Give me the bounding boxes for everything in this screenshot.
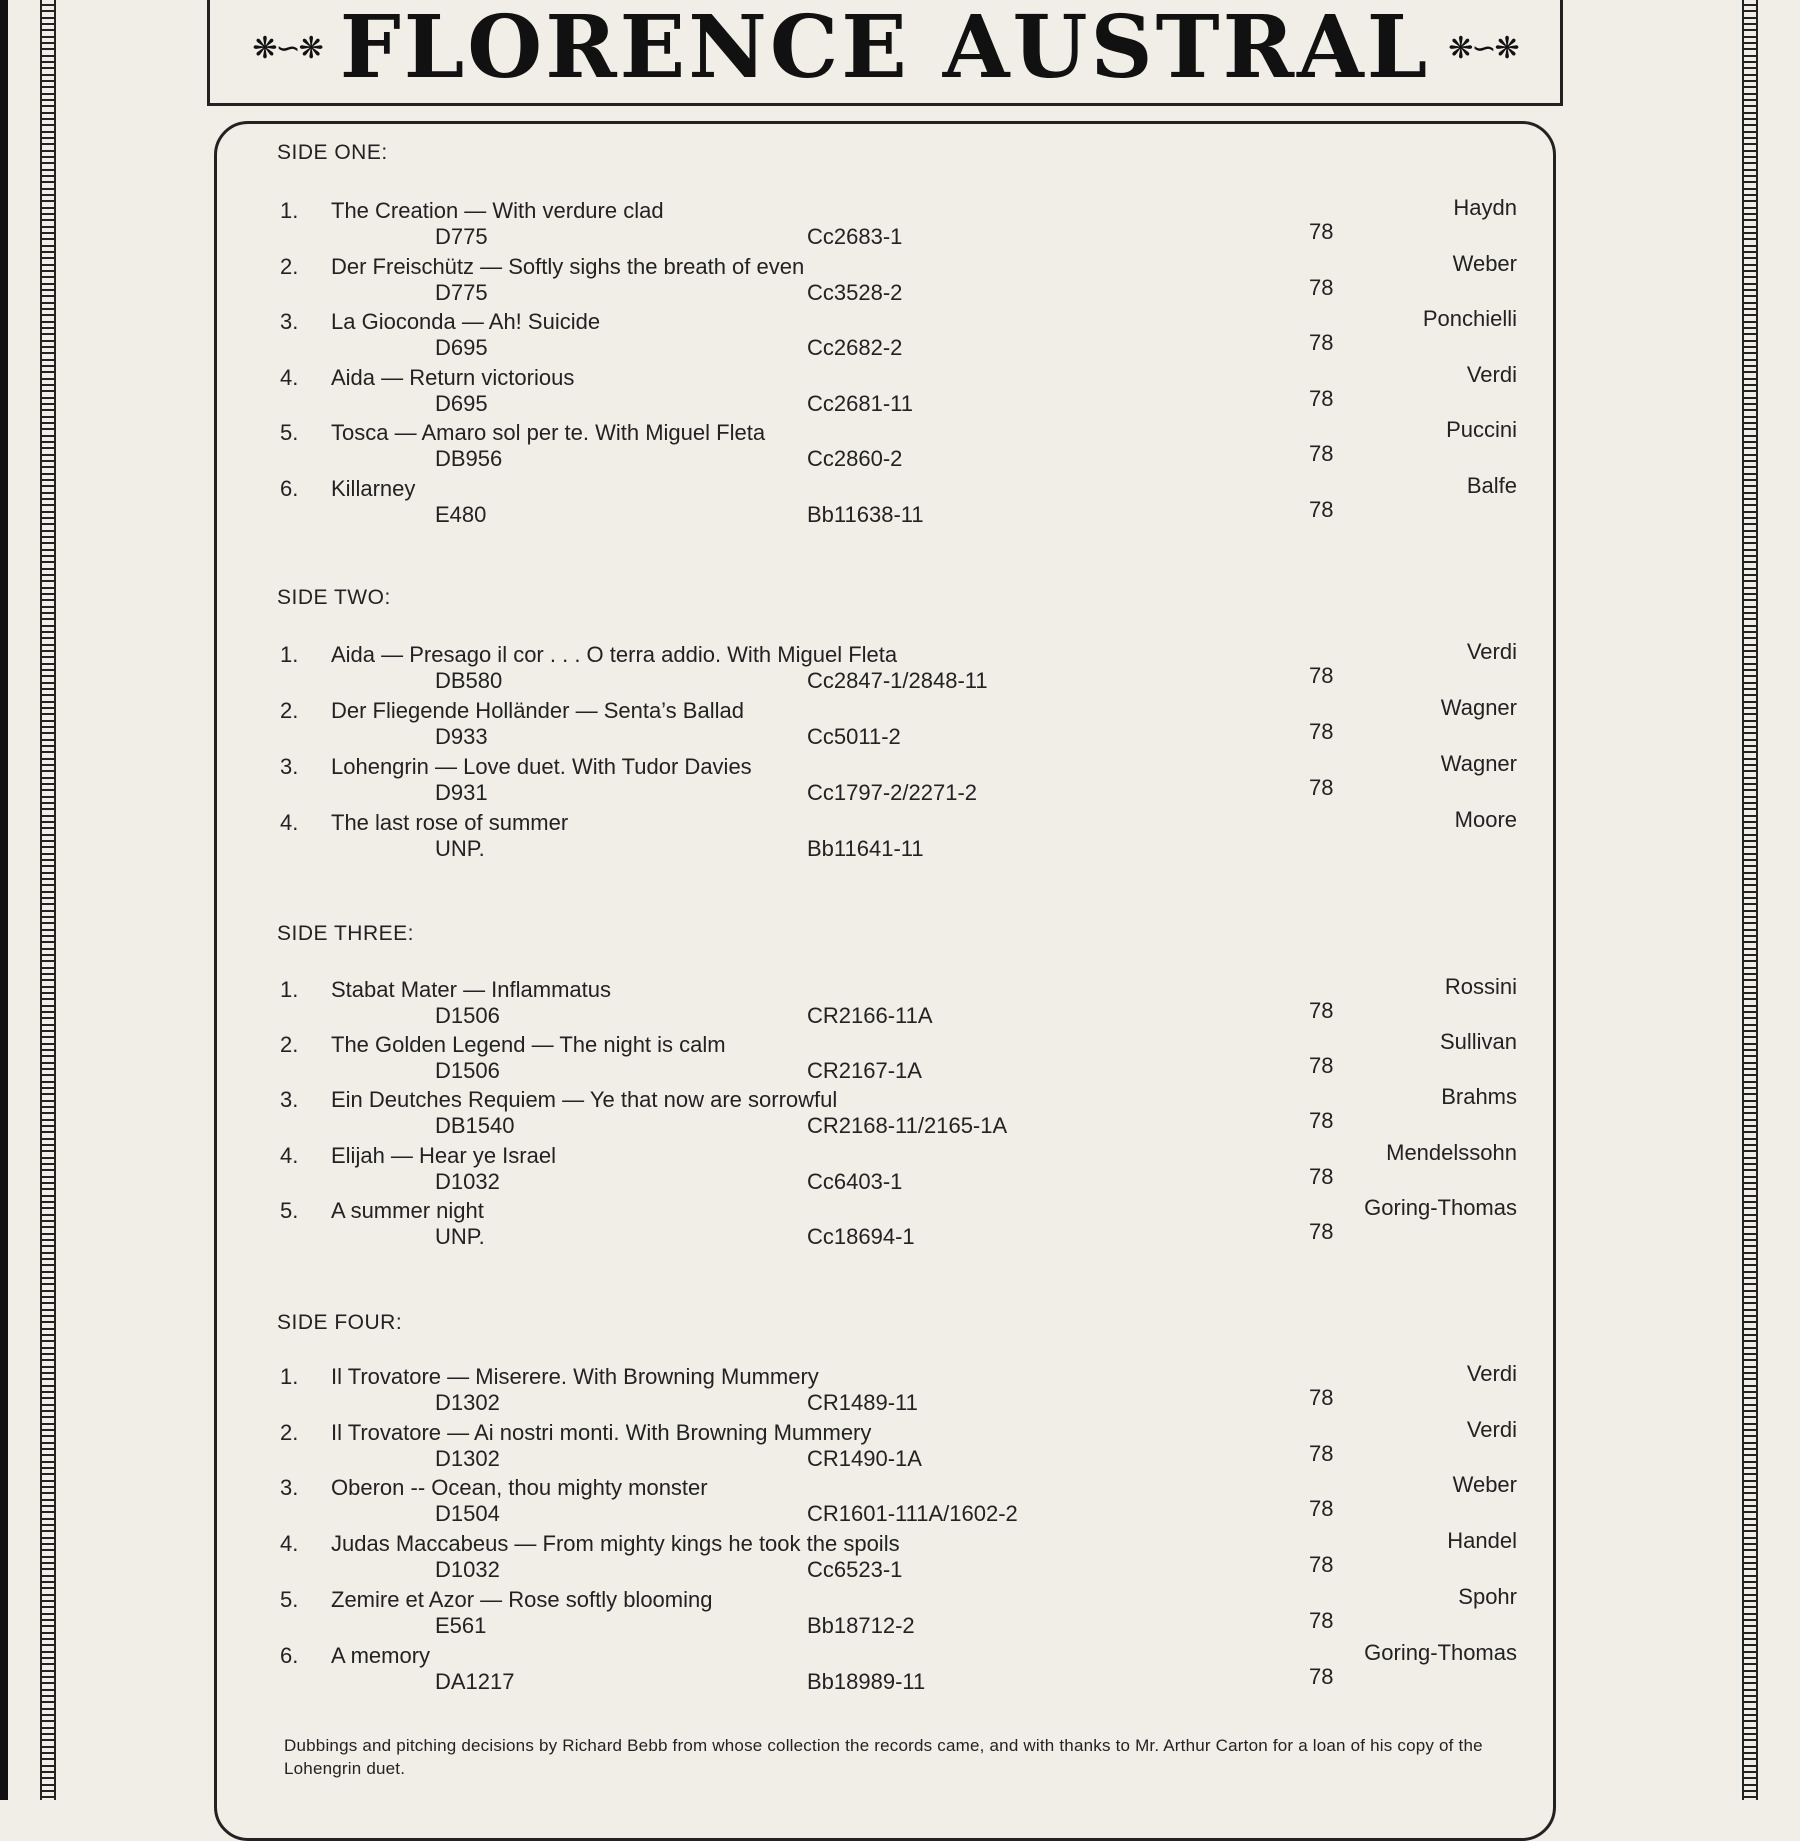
track-number: 5. [280,420,299,445]
matrix-number: Cc2682-2 [807,335,903,360]
track-title: Oberon -- Ocean, thou mighty monster [331,1475,708,1501]
matrix-number: Cc1797-2/2271-2 [807,780,978,805]
catalog-number: D931 [435,780,488,805]
speed-rpm: 78 [1309,998,1334,1023]
track-title: A memory [331,1642,431,1668]
track-title: Zemire et Azor — Rose softly blooming [331,1586,713,1612]
catalog-number: D933 [435,724,488,749]
ornament-right-icon: ❋∽❋ [1448,30,1518,66]
catalog-number: D1504 [435,1501,500,1527]
ornament-left-icon: ❋∽❋ [252,30,322,66]
greek-key-border-right [1742,0,1758,1800]
matrix-number: CR2168-11/2165-1A [807,1113,1008,1139]
track-number: 2. [280,698,299,723]
track-title: Ein Deutches Requiem — Ye that now are sorrowful [331,1087,838,1113]
speed-rpm: 78 [1309,1440,1334,1466]
catalog-number: E480 [435,501,487,527]
composer-name: Handel [1447,1528,1517,1554]
composer-name: Weber [1452,1472,1517,1498]
composer-name: Balfe [1466,472,1517,498]
composer-name: Verdi [1466,1416,1517,1442]
matrix-number: Cc5011-2 [807,724,901,749]
catalog-number: DB1540 [435,1113,515,1139]
matrix-number: Bb18989-11 [807,1668,926,1694]
track-title: Der Freischütz — Softly sighs the breath of even [331,253,805,279]
speed-rpm: 78 [1309,496,1334,522]
catalog-number: D1302 [435,1445,500,1471]
catalog-number: D695 [435,390,488,416]
track-title: The last rose of summer [331,810,569,835]
composer-name: Puccini [1446,417,1517,442]
composer-name: Sullivan [1439,1029,1517,1055]
track-title: Il Trovatore — Miserere. With Browning Mummery [331,1364,819,1389]
composer-name: Goring-Thomas [1364,1639,1517,1665]
catalog-number: UNP. [435,836,485,861]
speed-rpm: 78 [1309,1108,1334,1134]
track-title: Stabat Mater — Inflammatus [331,977,611,1002]
track-number: 3. [280,1475,299,1501]
track-title: A summer night [331,1197,484,1223]
matrix-number: Cc2683-1 [807,224,903,249]
matrix-number: Cc2860-2 [807,446,903,471]
track-number: 4. [280,364,299,390]
track-number: 2. [280,253,299,279]
speed-rpm: 78 [1309,330,1334,355]
track-title: Lohengrin — Love duet. With Tudor Davies [331,754,752,779]
composer-name: Moore [1454,807,1517,832]
catalog-number: UNP. [435,1223,485,1249]
catalog-number: D1302 [435,1390,500,1415]
catalog-number: D1032 [435,1557,500,1583]
track-number: 1. [280,198,299,223]
track-number: 3. [280,1087,299,1113]
title-box [207,0,1563,106]
speed-rpm: 78 [1309,1163,1334,1189]
catalog-number: D775 [435,279,488,305]
side-heading: SIDE THREE: [277,922,414,945]
matrix-number: Cc6403-1 [807,1168,903,1194]
matrix-number: CR2166-11A [807,1003,933,1028]
speed-rpm: 78 [1309,1552,1334,1578]
track-title: Killarney [331,475,416,501]
composer-name: Haydn [1453,195,1517,220]
track-number: 1. [280,1364,299,1389]
matrix-number: Cc3528-2 [807,279,903,305]
side-heading: SIDE FOUR: [277,1311,403,1334]
track-title: The Golden Legend — The night is calm [331,1032,726,1058]
matrix-number: CR1490-1A [807,1445,922,1471]
composer-name: Ponchielli [1422,306,1517,331]
track-title: The Creation — With verdure clad [331,198,664,223]
catalog-number: E561 [435,1612,487,1638]
page-left-edge [0,0,8,1800]
speed-rpm: 78 [1309,441,1334,466]
speed-rpm: 78 [1309,1385,1334,1410]
track-title: Judas Maccabeus — From mighty kings he took the spoils [331,1531,900,1557]
matrix-number: Cc18694-1 [807,1223,915,1249]
catalog-number: D1506 [435,1003,500,1028]
matrix-number: Bb11641-11 [807,836,924,861]
track-title: La Gioconda — Ah! Suicide [331,309,601,334]
page-title: FLORENCE AUSTRAL [339,0,1431,98]
speed-rpm: 78 [1309,1053,1334,1079]
track-number: 3. [280,754,299,779]
speed-rpm: 78 [1309,1607,1334,1633]
speed-rpm: 78 [1309,219,1334,244]
track-number: 4. [280,1142,299,1168]
track-title: Der Fliegende Holländer — Senta’s Ballad [331,698,744,723]
speed-rpm: 78 [1309,663,1334,688]
track-number: 5. [280,1586,299,1612]
composer-name: Mendelssohn [1386,1139,1517,1165]
track-title: Aida — Presago il cor . . . O terra addio. With Miguel Fleta [331,642,898,667]
matrix-number: CR1601-111A/1602-2 [807,1501,1018,1527]
speed-rpm: 78 [1309,1496,1334,1522]
track-title: Aida — Return victorious [331,364,575,390]
track-title: Elijah — Hear ye Israel [331,1142,556,1168]
track-title: Il Trovatore — Ai nostri monti. With Browning Mummery [331,1419,872,1445]
speed-rpm: 78 [1309,719,1334,744]
matrix-number: Cc2681-11 [807,390,913,416]
speed-rpm: 78 [1309,274,1334,300]
matrix-number: CR1489-11 [807,1390,918,1415]
speed-rpm: 78 [1309,775,1334,800]
catalog-number: D695 [435,335,488,360]
catalog-number: D1506 [435,1058,500,1084]
track-number: 4. [280,810,299,835]
track-number: 5. [280,1197,299,1223]
catalog-number: D775 [435,224,488,249]
track-number: 6. [280,475,299,501]
footnote: Dubbings and pitching decisions by Richard Bebb from whose collection the records came, and with thanks to Mr. Arthur Carton for a loan of his copy of the Lohengrin duet. [284,1736,1483,1778]
composer-name: Verdi [1466,1361,1517,1386]
composer-name: Wagner [1440,695,1517,720]
composer-name: Spohr [1458,1583,1517,1609]
speed-rpm: 78 [1309,1218,1334,1244]
track-number: 1. [280,642,299,667]
speed-rpm: 78 [1309,1663,1334,1689]
composer-name: Verdi [1466,361,1517,387]
greek-key-border-left [40,0,56,1800]
composer-name: Verdi [1466,639,1517,664]
track-number: 1. [280,977,299,1002]
track-number: 3. [280,309,299,334]
matrix-number: Cc6523-1 [807,1557,903,1583]
side-heading: SIDE TWO: [277,586,391,609]
speed-rpm: 78 [1309,385,1334,411]
side-heading: SIDE ONE: [277,141,388,164]
matrix-number: Bb18712-2 [807,1612,915,1638]
track-number: 6. [280,1642,299,1668]
track-number: 4. [280,1531,299,1557]
matrix-number: Cc2847-1/2848-11 [807,668,988,693]
catalog-number: DA1217 [435,1668,515,1694]
matrix-number: CR2167-1A [807,1058,922,1084]
composer-name: Rossini [1444,974,1517,999]
matrix-number: Bb11638-11 [807,501,924,527]
composer-name: Wagner [1440,751,1517,776]
composer-name: Weber [1452,250,1517,276]
catalog-number: D1032 [435,1168,500,1194]
composer-name: Goring-Thomas [1364,1194,1517,1220]
track-title: Tosca — Amaro sol per te. With Miguel Fleta [331,420,766,445]
track-number: 2. [280,1419,299,1445]
track-number: 2. [280,1032,299,1058]
catalog-number: DB956 [435,446,503,471]
composer-name: Brahms [1441,1084,1517,1110]
catalog-number: DB580 [435,668,503,693]
